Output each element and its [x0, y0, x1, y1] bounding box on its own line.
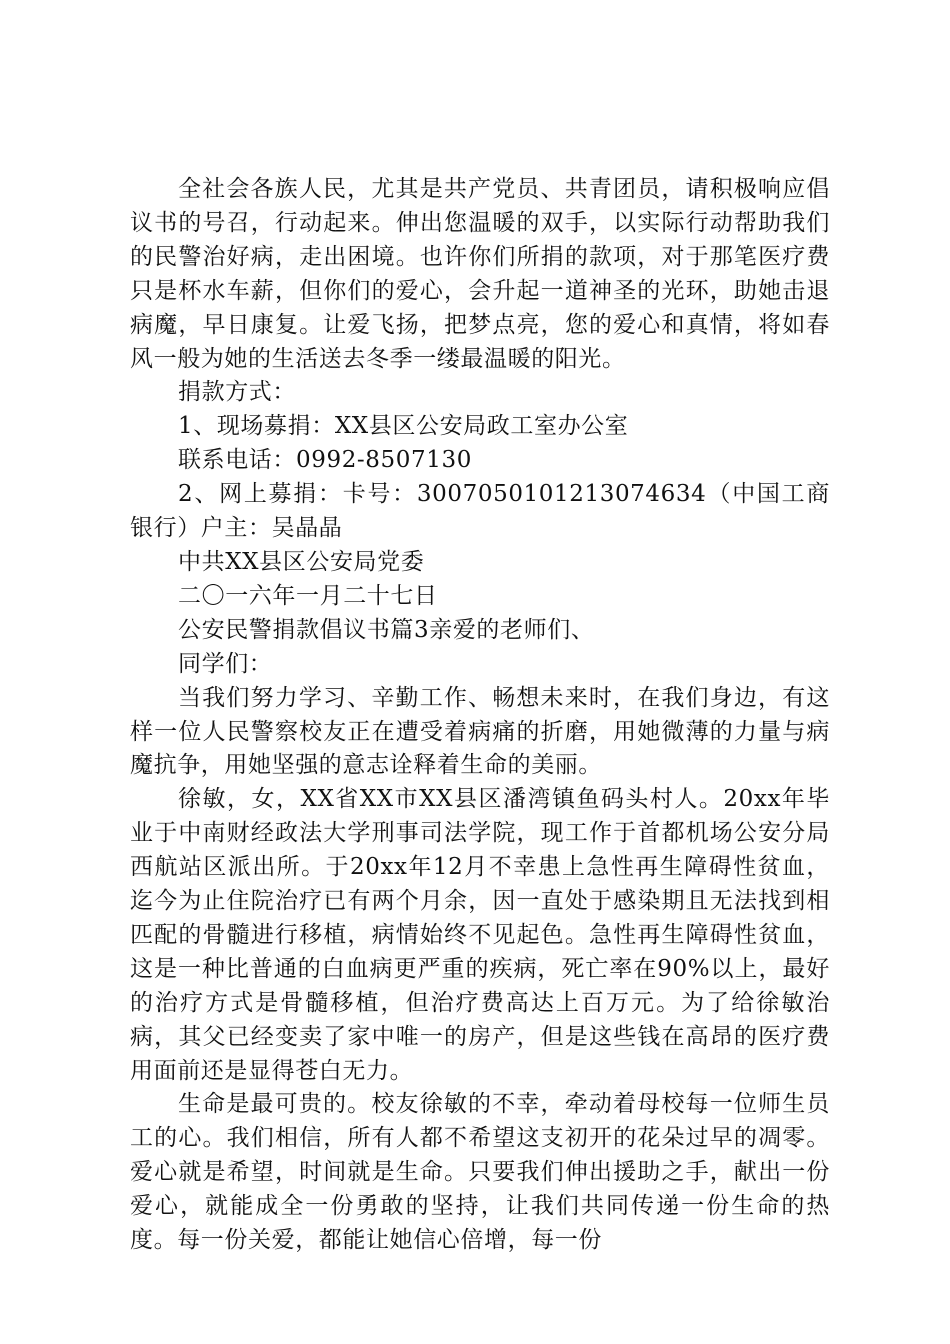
onsite-donation-line: 1、现场募捐：XX县区公安局政工室办公室 [178, 413, 629, 440]
document-body [130, 173, 830, 1258]
donation-methods-heading: 捐款方式： [178, 379, 296, 406]
article-title-line: 公安民警捐款倡议书篇3亲爱的老师们、 [178, 616, 595, 643]
signature-date: 二〇一六年一月二十七日 [178, 582, 438, 609]
paragraph-appeal: 全社会各族人民，尤其是共产党员、共青团员，请积极响应倡议书的号召，行动起来。伸出您温暖的双手，以实际行动帮助我们的民警治好病，走出困境。也许你们所捐的款项，对于那笔医疗费只是杯水车薪，但你们的爱心，会升起一道神圣的光环，助她击退病魔，早日康复。让爱飞扬，把梦点亮，您的爱心和真情，将如春风一般为她的生活送去冬季一缕最温暖的阳光。 [130, 176, 830, 372]
salutation-line: 同学们： [178, 650, 273, 677]
signature-organization: 中共XX县区公安局党委 [178, 548, 425, 575]
paragraph-patient-story: 徐敏，女，XX省XX市XX县区潘湾镇鱼码头村人。20xx年毕业于中南财经政法大学刑事司法学院，现工作于首都机场公安分局西航站区派出所。于20xx年12月不幸患上急性再生障碍性贫血，迄今为止住院治疗已有两个月余，因一直处于感染期且无法找到相匹配的骨髓进行移植，病情始终不见起色。急性再生障碍性贫血，这是一种比普通的白血病更严重的疾病，死亡率在90%以上，最好的治疗方式是骨髓移植，但治疗费高达上百万元。为了给徐敏治病，其父已经变卖了家中唯一的房产，但是这些钱在高昂的医疗费用面前还是显得苍白无力。 [130, 786, 830, 1084]
paragraph-intro: 当我们努力学习、辛勤工作、畅想未来时，在我们身边，有这样一位人民警察校友正在遭受着病痛的折磨，用她微薄的力量与病魔抗争，用她坚强的意志诠释着生命的美丽。 [130, 684, 830, 779]
paragraph-call-to-action: 生命是最可贵的。校友徐敏的不幸，牵动着母校每一位师生员工的心。我们相信，所有人都不希望这支初开的花朵过早的凋零。爱心就是希望，时间就是生命。只要我们伸出援助之手，献出一份爱心，就能成全一份勇敢的坚持，让我们共同传递一份生命的热度。每一份关爱，都能让她信心倍增，每一份 [130, 1091, 830, 1254]
contact-phone-line: 联系电话：0992-8507130 [178, 447, 472, 474]
online-donation-line: 2、网上募捐：卡号：3007050101213074634（中国工商银行）户主：吴晶晶 [130, 481, 830, 542]
